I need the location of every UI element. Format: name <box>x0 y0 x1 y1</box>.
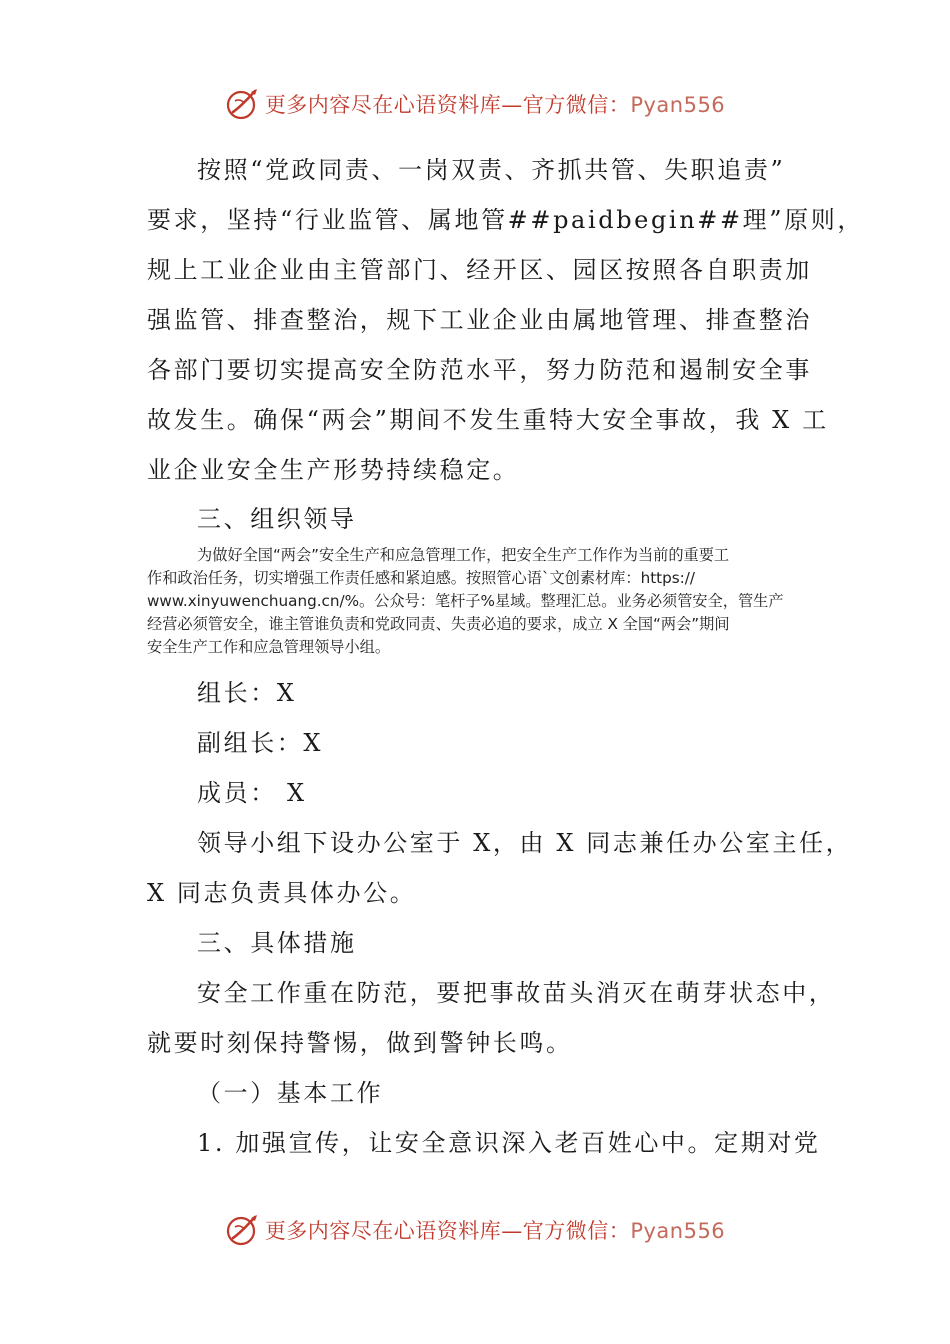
paragraph-line: 故发生。确保“两会”期间不发生重特大安全事故，我 X 工 <box>147 406 829 434</box>
pen-logo-icon <box>225 86 261 122</box>
section-heading: 三、组织领导 <box>197 505 357 533</box>
paragraph-line: 1. 加强宣传，让安全意识深入老百姓心中。定期对党 <box>197 1129 821 1157</box>
small-paragraph-line: 经营必须管安全，谁主管谁负责和党政同责、失责必追的要求，成立 X 全国“两会”期间 <box>147 615 730 633</box>
small-paragraph-line: 为做好全国“两会”安全生产和应急管理工作，把安全生产工作作为当前的重要工 <box>197 546 730 564</box>
members-line: 成员： X <box>197 779 307 807</box>
paragraph-line: 就要时刻保持警惕，做到警钟长鸣。 <box>147 1029 573 1057</box>
small-paragraph-line: 作和政治任务，切实增强工作责任感和紧迫感。按照管心语`文创素材库：https:// <box>147 569 696 587</box>
deputy-leader-line: 副组长：X <box>197 729 324 757</box>
paragraph-line: 强监管、排查整治，规下工业企业由属地管理、排查整治 <box>147 306 812 334</box>
wechat-id: Pyan556 <box>630 1219 726 1243</box>
banner-text: 更多内容尽在心语资料库—官方微信：Pyan556 <box>264 1219 726 1243</box>
pen-logo-icon <box>225 1212 261 1248</box>
subsection-heading: （一）基本工作 <box>197 1079 384 1107</box>
leader-line: 组长：X <box>197 679 297 707</box>
small-paragraph-line: www.xinyuwenchuang.cn/%。公众号：笔杆子%星域。整理汇总。业务必须管安全，管生产 <box>147 592 784 610</box>
banner-text: 更多内容尽在心语资料库—官方微信：Pyan556 <box>264 93 726 117</box>
wechat-id: Pyan556 <box>630 93 726 117</box>
paragraph-line: 领导小组下设办公室于 X，由 X 同志兼任办公室主任， <box>197 829 853 857</box>
small-paragraph-line: 安全生产工作和应急管理领导小组。 <box>147 638 390 656</box>
paragraph-line: 规上工业企业由主管部门、经开区、园区按照各自职责加 <box>147 256 812 284</box>
paragraph-line: 安全工作重在防范，要把事故苗头消灭在萌芽状态中， <box>197 979 836 1007</box>
section-heading: 三、具体措施 <box>197 929 357 957</box>
header-banner <box>0 84 950 124</box>
footer-banner <box>0 1210 950 1250</box>
paragraph-line: 业企业安全生产形势持续稳定。 <box>147 456 520 484</box>
paragraph-line: 各部门要切实提高安全防范水平，努力防范和遏制安全事 <box>147 356 812 384</box>
paragraph-line: X 同志负责具体办公。 <box>147 879 417 907</box>
paragraph-line: 要求，坚持“行业监管、属地管##paidbegin##理”原则， <box>147 206 864 234</box>
paragraph-line: 按照“党政同责、一岗双责、齐抓共管、失职追责” <box>197 156 786 184</box>
